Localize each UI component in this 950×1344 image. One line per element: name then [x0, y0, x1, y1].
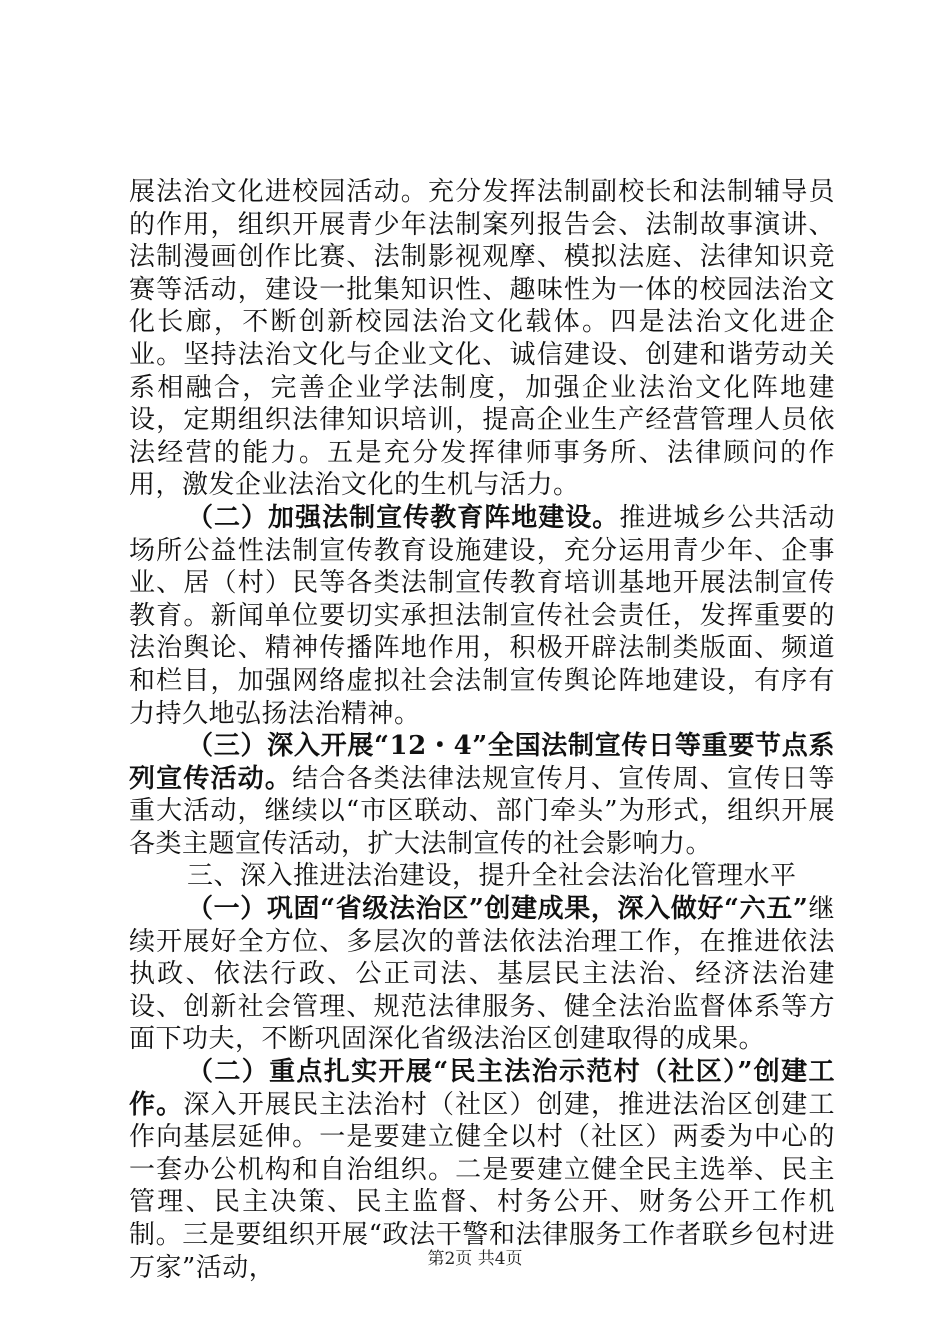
- paragraph-text: 继续开展好全方位、多层次的普法依法治理工作，在推进依法执政、依法行政、公正司法、基层民主法治、经济法治建设、创新社会管理、规范法律服务、健全法治监督体系等方面下功夫，不断巩固深化省级法治区创建取得的成果。: [129, 894, 835, 1055]
- paragraph-text: 展法治文化进校园活动。充分发挥法制副校长和法制辅导员的作用，组织开展青少年法制案列报告会、法制故事演讲、法制漫画创作比赛、法制影视观摩、模拟法庭、法律知识竞赛等活动，建设一批集知识性、趣味性为一体的校园法治文化长廊，不断创新校园法治文化载体。四是法治文化进企业。坚持法治文化与企业文化、诚信建设、创建和谐劳动关系相融合，完善企业学法制度，加强企业法治文化阵地建设，定期组织法律知识培训，提高企业生产经营管理人员依法经营的能力。五是充分发挥律师事务所、法律顾问的作用，激发企业法治文化的生机与活力。: [129, 177, 835, 501]
- paragraph-heading: （三）深入开展“12・4”全国法制宣传日等重要节点系列宣传活动。: [129, 731, 835, 794]
- page-footer: [0, 1244, 950, 1269]
- paragraph-heading: （一）巩固“省级法治区”创建成果，深入做好“六五”: [187, 894, 809, 925]
- paragraph-text: 结合各类法律法规宣传月、宣传周、宣传日等重大活动，继续以“市区联动、部门牵头”为形式，组织开展各类主题宣传活动，扩大法制宣传的社会影响力。: [129, 763, 835, 859]
- paragraph-text: 推进城乡公共活动场所公益性法制宣传教育设施建设，充分运用青少年、企事业、居（村）民等各类法制宣传教育培训基地开展法制宣传教育。新闻单位要切实承担法制宣传社会责任，发挥重要的法治舆论、精神传播阵地作用，积极开辟法制类版面、频道和栏目，加强网络虚拟社会法制宣传舆论阵地建设，有序有力持久地弘扬法治精神。: [129, 502, 835, 729]
- page-number-label: 第2页 共4页: [427, 1249, 523, 1269]
- paragraph-text: 深入开展民主法治村（社区）创建，推进法治区创建工作向基层延伸。一是要建立健全以村（社区）两委为中心的一套办公机构和自治组织。二是要建立健全民主选举、民主管理、民主决策、民主监督、村务公开、财务公开工作机制。三是要组织开展“政法干警和法律服务工作者联乡包村进万家”活动，: [129, 1089, 835, 1283]
- paragraph-publicity-base: [129, 502, 835, 730]
- paragraph-school-enterprise: [129, 176, 835, 502]
- document-body: [129, 176, 835, 1284]
- paragraph-provincial-rule-of-law: [129, 893, 835, 1056]
- paragraph-heading: （二）重点扎实开展“民主法治示范村（社区）”创建工作。: [129, 1057, 835, 1120]
- paragraph-legal-day: [129, 730, 835, 860]
- section-heading-text: 三、深入推进法治建设，提升全社会法治化管理水平: [187, 861, 797, 892]
- section-heading-three: [129, 860, 835, 893]
- paragraph-heading: （二）加强法制宣传教育阵地建设。: [187, 502, 620, 533]
